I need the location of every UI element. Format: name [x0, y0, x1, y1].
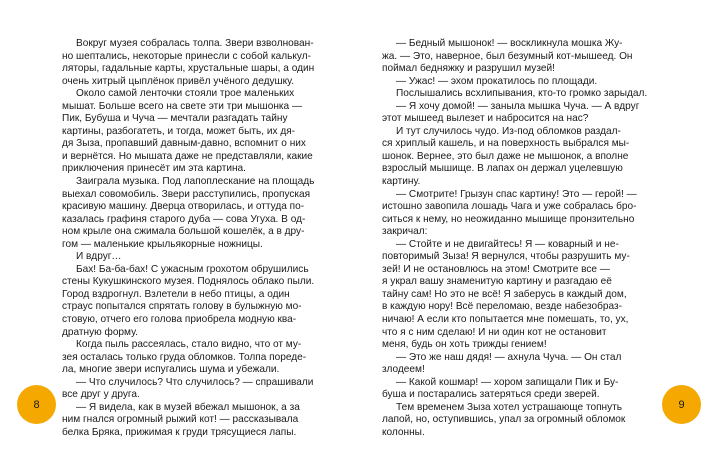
- paragraph: И вдруг…: [76, 251, 122, 263]
- paragraph: — Ужас! — эхом прокатилось по площади.: [396, 75, 598, 87]
- paragraph: — Стойте и не двигайтесь! Я — коварный и не- повторимый Зыза! Я вернулся, чтобы разрушить му- зей! И не остановлюсь на этом! Смотрите все — я украл вашу знаменитую картину и разгадаю её тайну сам! Но это не всё! Я заберусь в каждый дом, в каждую нору! Всё переломаю, везде набезобраз- ничаю! А если кто попытается мне помешать, то, ух, что я с ним сделаю! И ни один кот не остановит меня, будь он хоть трижды гением!: [382, 238, 630, 351]
- paragraph: — Что случилось? Что случилось? — спрашивали все друг у друга.: [62, 376, 314, 401]
- paragraph: Послышались всхлипывания, кто-то громко зарыдал.: [396, 88, 648, 100]
- paragraph: — Я хочу домой! — заныла мышка Чуча. — А вдруг этот мышеед вылезет и набросится на нас?: [382, 100, 640, 125]
- paragraph: — Бедный мышонок! — воскликнула мошка Жу- жа. — Это, наверное, был безумный кот-мышеед. Он поймал бедняжку и разрушил музей!: [382, 38, 633, 75]
- paragraph: — Смотрите! Грызун спас картину! Это — герой! — истошно завопила лошадь Чага и уже собралась бро- ситься к нему, но неожиданно мышище пронзительно закричал:: [382, 188, 637, 238]
- paragraph: — Я видела, как в музей вбежал мышонок, а за ним гнался огромный рыжий кот! — рассказывала белка Бряка, прижимая к груди трясущиеся лапы.: [62, 401, 300, 438]
- paragraph: Заиграла музыка. Под лапоплескание на площадь выехал совомобиль. Звери расступились, пропуская красивую машину. Дверца отворилась, и оттуда по- казалась графиня старого дуба — сова Угуха. В од- ном крыле она сжимала большой кошелёк, а в дру- гом — маленькие крыльякорные ножницы.: [62, 176, 315, 250]
- paragraph: Тем временем Зыза хотел устрашающе топнуть лапой, но, оступившись, упал за огромный обломок колонны.: [382, 401, 626, 438]
- paragraph: Вокруг музея собралась толпа. Звери взволнован- но шептались, некоторые принесли с собой калькул- ляторы, гадальные карты, хрустальные шары, а один очень хитрый цыплёнок привёл учёного дедушку.: [62, 38, 315, 87]
- paragraph: Бах! Ба-ба-бах! С ужасным грохотом обрушились стены Кукушкинского музея. Поднялось облако пыли. Город вздрогнул. Взлетели в небо птицы, а один страус попытался спрятать голову в булыжную мо- стовую, отчего его голова приобрела модную ква- дратную форму.: [62, 263, 315, 338]
- left-page-text: [62, 38, 348, 440]
- paragraph: И тут случилось чудо. Из-под обломков раздал- ся хриплый кашель, и на поверхность выбрался мы- шонок. Вернее, это был даже не мышонок, а вполне взрослый мышище. В лапах он держал уцелевшую картину.: [382, 125, 630, 188]
- paragraph: Когда пыль рассеялась, стало видно, что от му- зея осталась только груда обломков. Толпа поредe- ла, многие звери испугались шума и убежали.: [62, 339, 307, 376]
- paragraph: — Это же наш дядя! — ахнула Чуча. — Он стал злодеем!: [382, 351, 622, 376]
- paragraph: Около самой ленточки стояли трое маленьких мышат. Больше всего на свете эти три мышонка — Пик, Бубуша и Чуча — мечтали разгадать тайну картины, разбогатеть, и тогда, может быть, их дя- дя Зыза, пропавший давным-давно, вспомнит о них и вернётся. Но мышата даже не представляли, какие приключения принесёт им эта картина.: [62, 88, 313, 175]
- right-page-text: [382, 38, 671, 440]
- page-number-left: 8: [17, 385, 56, 424]
- paragraph: — Какой кошмар! — хором запищали Пик и Бу- буша и постарались затеряться среди зверей.: [382, 376, 619, 401]
- page-number-right: 9: [662, 385, 701, 424]
